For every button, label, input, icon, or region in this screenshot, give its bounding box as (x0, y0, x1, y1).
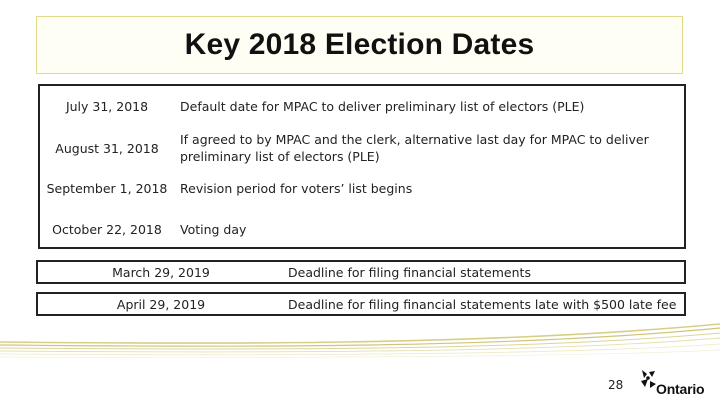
key-date: September 1, 2018 (46, 180, 168, 196)
ontario-logo (638, 368, 718, 400)
key-date: August 31, 2018 (55, 140, 159, 156)
decorative-stripes (0, 320, 720, 360)
logo-wordmark: Ontario (656, 381, 705, 397)
key-date-row (40, 94, 684, 118)
key-date-description: Revision period for voters’ list begins (180, 180, 413, 196)
key-date-row (40, 217, 684, 241)
key-date-description: Default date for MPAC to deliver preliminary list of electors (PLE) (180, 98, 585, 114)
title-box (36, 16, 683, 74)
key-date-description: If agreed to by MPAC and the clerk, alternative last day for MPAC to deliver preliminary list of electors (PLE) (180, 132, 649, 164)
key-date-row (40, 128, 684, 168)
financial-date: April 29, 2019 (116, 296, 206, 312)
key-date: October 22, 2018 (52, 221, 162, 237)
financial-description: Deadline for filing financial statements late with $500 late fee (288, 296, 677, 312)
financial-description: Deadline for filing financial statements (288, 264, 531, 280)
page-number: 28 (608, 378, 624, 392)
key-date-row (40, 176, 684, 200)
slide-title: Key 2018 Election Dates (184, 28, 535, 61)
trillium-icon (638, 368, 658, 396)
financial-date: March 29, 2019 (112, 264, 210, 280)
key-date-description: Voting day (180, 221, 247, 237)
financial-deadline-row (36, 260, 686, 284)
financial-deadline-row (36, 292, 686, 316)
key-dates-table (38, 84, 686, 249)
key-date: July 31, 2018 (65, 98, 149, 114)
